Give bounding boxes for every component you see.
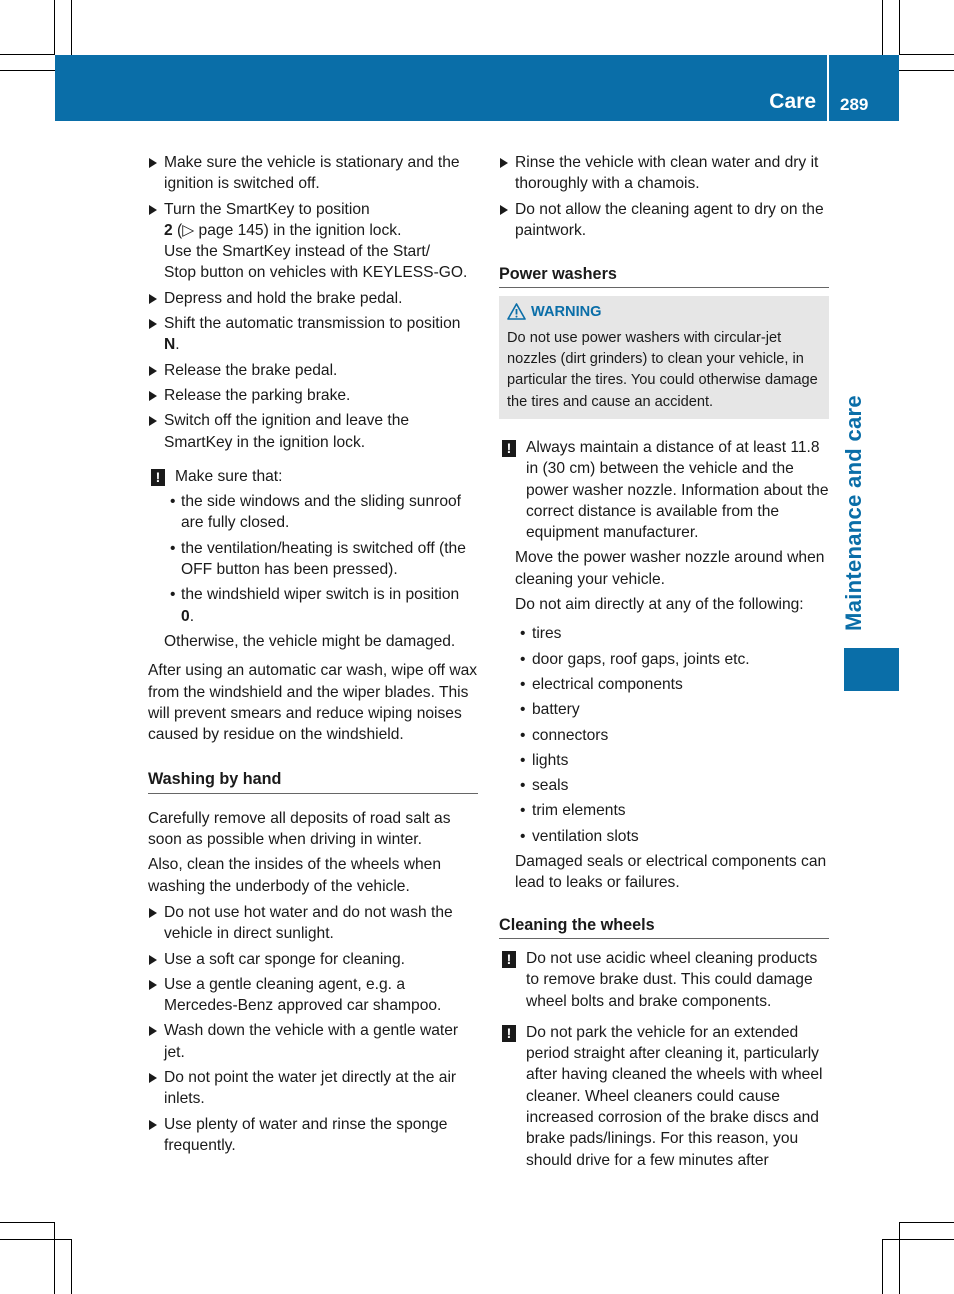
note-outro: Otherwise, the vehicle might be damaged. [164, 632, 456, 650]
list-item: • tires [499, 623, 829, 644]
step: Turn the SmartKey to position 2 (▷ page 145) in the ignition lock. Use the SmartKey instead of the Start/ Stop button on vehicles with KEYLESS-GO. [148, 199, 478, 284]
step: Depress and hold the brake pedal. [148, 288, 478, 309]
step: Use plenty of water and rinse the sponge frequently. [148, 1114, 478, 1157]
list-item: • seals [499, 775, 829, 796]
paragraph: Carefully remove all deposits of road salt as soon as possible when driving in winter. [148, 809, 451, 849]
crop-mark [882, 1239, 954, 1240]
paragraph: Also, clean the insides of the wheels when washing the underbody of the vehicle. [148, 856, 441, 895]
step: Use a gentle cleaning agent, e.g. a Mercedes-Benz approved car shampoo. [148, 974, 478, 1017]
heading-power-washers: Power washers [499, 264, 829, 288]
page-number: 289 [840, 95, 869, 114]
sidebar-label: Maintenance and care [841, 394, 866, 631]
step: Shift the automatic transmission to position N. [148, 313, 478, 356]
right-column [499, 152, 829, 1175]
paragraph: Move the power washer nozzle around when cleaning your vehicle. [515, 549, 825, 588]
caution-note: ! Do not park the vehicle for an extended period straight after cleaning it, particularly after having cleaned the wheels with wheel cleaner. Wheel cleaners could cause increased corrosion of the brake discs and brake pads/linings. For this reason, you should drive for a few minutes after [499, 1022, 829, 1171]
heading-cleaning-the-wheels: Cleaning the wheels [499, 915, 829, 939]
list-item: • trim elements [499, 800, 829, 821]
list-item: • ventilation slots [499, 826, 829, 847]
step: Rinse the vehicle with clean water and dry it thoroughly with a chamois. [499, 152, 829, 195]
header-divider [827, 55, 829, 121]
warning-box [499, 296, 829, 418]
paragraph: After using an automatic car wash, wipe off wax from the windshield and the wiper blades. This will prevent smears and reduce wiping noises caused by residue on the windshield. [148, 662, 478, 744]
exclamation-icon: ! [502, 440, 516, 457]
list-item: • battery [499, 699, 829, 720]
position-value: 2 [164, 221, 173, 239]
step: Release the brake pedal. [148, 360, 478, 381]
warning-text: Do not use power washers with circular-jet nozzles (dirt grinders) to clean your vehicle, in particular the tires. You could otherwise damage the tires and cause an accident. [507, 329, 818, 410]
crop-mark [899, 1222, 900, 1294]
caution-note: ! Make sure that: [148, 466, 478, 487]
crop-mark [54, 1222, 55, 1294]
section-title: Care [769, 90, 816, 113]
exclamation-icon: ! [502, 951, 516, 968]
crop-mark [882, 1239, 883, 1294]
left-column [148, 152, 478, 1160]
list-item: • electrical components [499, 674, 829, 695]
step: Use a soft car sponge for cleaning. [148, 949, 478, 970]
caution-note: ! Do not use acidic wheel cleaning products to remove brake dust. This could damage wheel bolts and brake components. [499, 948, 829, 1012]
crop-mark [0, 1239, 71, 1240]
step: Wash down the vehicle with a gentle water jet. [148, 1020, 478, 1063]
crop-mark [71, 1239, 72, 1294]
warning-header: WARNING [507, 302, 821, 323]
crop-mark [899, 70, 954, 71]
crop-mark [899, 0, 900, 55]
step: Do not point the water jet directly at the air inlets. [148, 1067, 478, 1110]
page-reference[interactable]: (▷ page 145) in the ignition lock. [177, 221, 402, 239]
list-item: • the side windows and the sliding sunroof are fully closed. [148, 491, 478, 534]
sidebar-tab [844, 648, 899, 691]
paragraph: Do not aim directly at any of the following: [515, 596, 804, 614]
crop-mark [899, 54, 954, 55]
step: Do not use hot water and do not wash the vehicle in direct sunlight. [148, 902, 478, 945]
list-item: • door gaps, roof gaps, joints etc. [499, 649, 829, 670]
heading-washing-by-hand: Washing by hand [148, 769, 478, 793]
crop-mark [71, 0, 72, 55]
warning-triangle-icon [507, 303, 526, 320]
wiper-position: 0 [181, 607, 190, 625]
paragraph: Damaged seals or electrical components can lead to leaks or failures. [515, 853, 827, 892]
step: Switch off the ignition and leave the SmartKey in the ignition lock. [148, 410, 478, 453]
list-item: • the ventilation/heating is switched off (the OFF button has been pressed). [148, 538, 478, 581]
crop-mark [0, 70, 55, 71]
step: Make sure the vehicle is stationary and the ignition is switched off. [148, 152, 478, 195]
step: Release the parking brake. [148, 385, 478, 406]
list-item: • lights [499, 750, 829, 771]
exclamation-icon: ! [151, 469, 165, 486]
caution-note: ! Always maintain a distance of at least 11.8 in (30 cm) between the vehicle and the power washer nozzle. Information about the correct distance is available from the equipment manufacturer. [499, 437, 829, 543]
crop-mark [882, 0, 883, 55]
crop-mark [54, 0, 55, 55]
list-item: • connectors [499, 725, 829, 746]
crop-mark [0, 1222, 55, 1223]
exclamation-icon: ! [502, 1025, 516, 1042]
gear-position: N [164, 336, 176, 354]
step: Do not allow the cleaning agent to dry on the paintwork. [499, 199, 829, 242]
crop-mark [0, 54, 55, 55]
crop-mark [899, 1222, 954, 1223]
list-item: • the windshield wiper switch is in position 0. [148, 584, 478, 627]
